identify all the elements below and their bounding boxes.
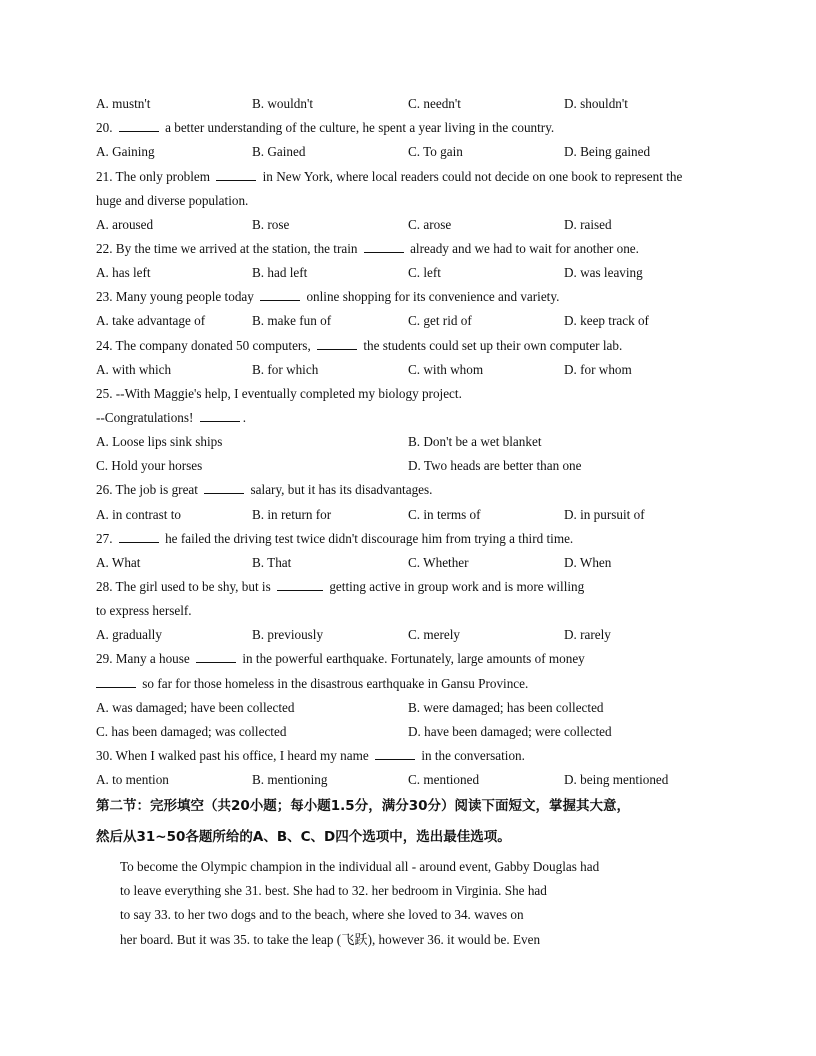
q20-blank [119, 120, 159, 132]
q26-blank [204, 482, 244, 494]
q29-stem [96, 651, 585, 667]
q28-option-d: D. rarely [564, 627, 611, 642]
q21-number: 21. [96, 169, 113, 184]
q24-option-d: D. for whom [564, 362, 632, 377]
q30-stem [96, 748, 525, 764]
passage-line-1: To become the Olympic champion in the individual all - around event, Gabby Douglas had [120, 859, 600, 874]
q29-text-post: in the powerful earthquake. Fortunately, large amounts of money [242, 651, 585, 666]
q22-stem [96, 241, 639, 257]
q24-stem [96, 338, 622, 354]
section2-heading-line1: 第二节：完形填空（共20小题；每小题1.5分，满分30分）阅读下面短文，掌握其大意， [96, 798, 630, 814]
q24-option-b: B. for which [252, 362, 319, 377]
q27-option-c: C. Whether [408, 555, 469, 570]
q30-option-c: C. mentioned [408, 772, 480, 787]
q27-option-b: B. That [252, 555, 292, 570]
q21-text-pre: The only problem [115, 169, 211, 184]
q22-text-post: already and we had to wait for another one. [410, 241, 639, 256]
q23-option-d: D. keep track of [564, 313, 649, 328]
q22-option-a: A. has left [96, 265, 151, 280]
q22-option-b: B. had left [252, 265, 308, 280]
q23-option-a: A. take advantage of [96, 313, 206, 328]
q27-number: 27. [96, 531, 113, 546]
q25-blank [200, 410, 240, 422]
q28-option-a: A. gradually [96, 627, 162, 642]
q21-option-c: C. arose [408, 217, 452, 232]
passage-line-2: to leave everything she 31. best. She had to 32. her bedroom in Virginia. She had [120, 883, 547, 898]
q20-option-b: B. Gained [252, 144, 306, 159]
q28-stem-cont: to express herself. [96, 603, 192, 618]
q27-option-d: D. When [564, 555, 612, 570]
q25-option-a: A. Loose lips sink ships [96, 434, 223, 449]
q28-text-post: getting active in group work and is more willing [329, 579, 585, 594]
q19-option-a: A. mustn't [96, 96, 151, 111]
q25-dialogue-line1: 25. --With Maggie's help, I eventually completed my biology project. [96, 386, 462, 401]
q23-blank [260, 289, 300, 301]
q27-text-post: he failed the driving test twice didn't discourage him from trying a third time. [165, 531, 574, 546]
q26-option-d: D. in pursuit of [564, 507, 645, 522]
q26-number: 26. [96, 482, 113, 497]
q20-number: 20. [96, 120, 113, 135]
q24-number: 24. [96, 338, 113, 353]
q20-text: a better understanding of the culture, he spent a year living in the country. [165, 120, 555, 135]
q29-stem-cont [96, 676, 528, 692]
q27-option-a: A. What [96, 555, 141, 570]
q26-text-pre: The job is great [115, 482, 198, 497]
q21-option-b: B. rose [252, 217, 290, 232]
q30-text-pre: When I walked past his office, I heard my name [115, 748, 369, 763]
q29-cont-text: so far for those homeless in the disastrous earthquake in Gansu Province. [142, 676, 529, 691]
q28-option-c: C. merely [408, 627, 461, 642]
q25-line2-post: . [242, 410, 247, 425]
q27-blank [119, 531, 159, 543]
q23-option-c: C. get rid of [408, 313, 472, 328]
q30-option-d: D. being mentioned [564, 772, 669, 787]
q30-text-post: in the conversation. [421, 748, 525, 763]
q24-text-pre: The company donated 50 computers, [115, 338, 311, 353]
q28-blank [277, 579, 323, 591]
q29-option-c: C. has been damaged; was collected [96, 724, 287, 739]
q23-text-post: online shopping for its convenience and variety. [306, 289, 560, 304]
q22-option-d: D. was leaving [564, 265, 643, 280]
q29-option-a: A. was damaged; have been collected [96, 700, 295, 715]
passage-line-4: her board. But it was 35. to take the leap (飞跃), however 36. it would be. Even [120, 932, 541, 947]
q29-number: 29. [96, 651, 113, 666]
q19-option-b: B. wouldn't [252, 96, 313, 111]
q24-option-c: C. with whom [408, 362, 484, 377]
q19-option-d: D. shouldn't [564, 96, 628, 111]
q28-number: 28. [96, 579, 113, 594]
q19-option-c: C. needn't [408, 96, 461, 111]
q27-stem [96, 531, 573, 547]
q30-option-b: B. mentioning [252, 772, 328, 787]
q21-stem-cont: huge and diverse population. [96, 193, 249, 208]
q26-stem [96, 482, 432, 498]
q25-option-c: C. Hold your horses [96, 458, 203, 473]
q30-option-a: A. to mention [96, 772, 169, 787]
q21-option-d: D. raised [564, 217, 612, 232]
q23-text-pre: Many young people today [115, 289, 254, 304]
q25-line2-pre: --Congratulations! [96, 410, 194, 425]
passage-line-3: to say 33. to her two dogs and to the beach, where she loved to 34. waves on [120, 907, 524, 922]
q26-option-c: C. in terms of [408, 507, 481, 522]
q20-stem [96, 120, 554, 136]
q30-number: 30. [96, 748, 113, 763]
q23-number: 23. [96, 289, 113, 304]
q26-option-a: A. in contrast to [96, 507, 181, 522]
q26-option-b: B. in return for [252, 507, 332, 522]
q22-number: 22. [96, 241, 113, 256]
q22-blank [364, 241, 404, 253]
q23-option-b: B. make fun of [252, 313, 332, 328]
q25-dialogue-line2 [96, 410, 246, 426]
q22-option-c: C. left [408, 265, 441, 280]
q25-option-b: B. Don't be a wet blanket [408, 434, 542, 449]
q24-text-post: the students could set up their own computer lab. [363, 338, 623, 353]
q25-option-d: D. Two heads are better than one [408, 458, 582, 473]
q29-blank-1 [196, 651, 236, 663]
q20-option-c: C. To gain [408, 144, 463, 159]
q24-option-a: A. with which [96, 362, 172, 377]
q29-option-b: B. were damaged; has been collected [408, 700, 604, 715]
q20-option-d: D. Being gained [564, 144, 651, 159]
q30-blank [375, 748, 415, 760]
q26-text-post: salary, but it has its disadvantages. [250, 482, 433, 497]
q29-blank-2 [96, 676, 136, 688]
q24-blank [317, 338, 357, 350]
q21-blank [216, 169, 256, 181]
q23-stem [96, 289, 559, 305]
q21-stem [96, 169, 682, 185]
q29-option-d: D. have been damaged; were collected [408, 724, 612, 739]
q22-text-pre: By the time we arrived at the station, the train [115, 241, 358, 256]
section2-heading-line2: 然后从31~50各题所给的A、B、C、D四个选项中，选出最佳选项。 [96, 829, 511, 845]
q20-option-a: A. Gaining [96, 144, 155, 159]
q21-option-a: A. aroused [96, 217, 154, 232]
q28-option-b: B. previously [252, 627, 324, 642]
q28-text-pre: The girl used to be shy, but is [115, 579, 271, 594]
q29-text-pre: Many a house [115, 651, 190, 666]
q28-stem [96, 579, 584, 595]
q21-text-post: in New York, where local readers could not decide on one book to represent the [262, 169, 683, 184]
